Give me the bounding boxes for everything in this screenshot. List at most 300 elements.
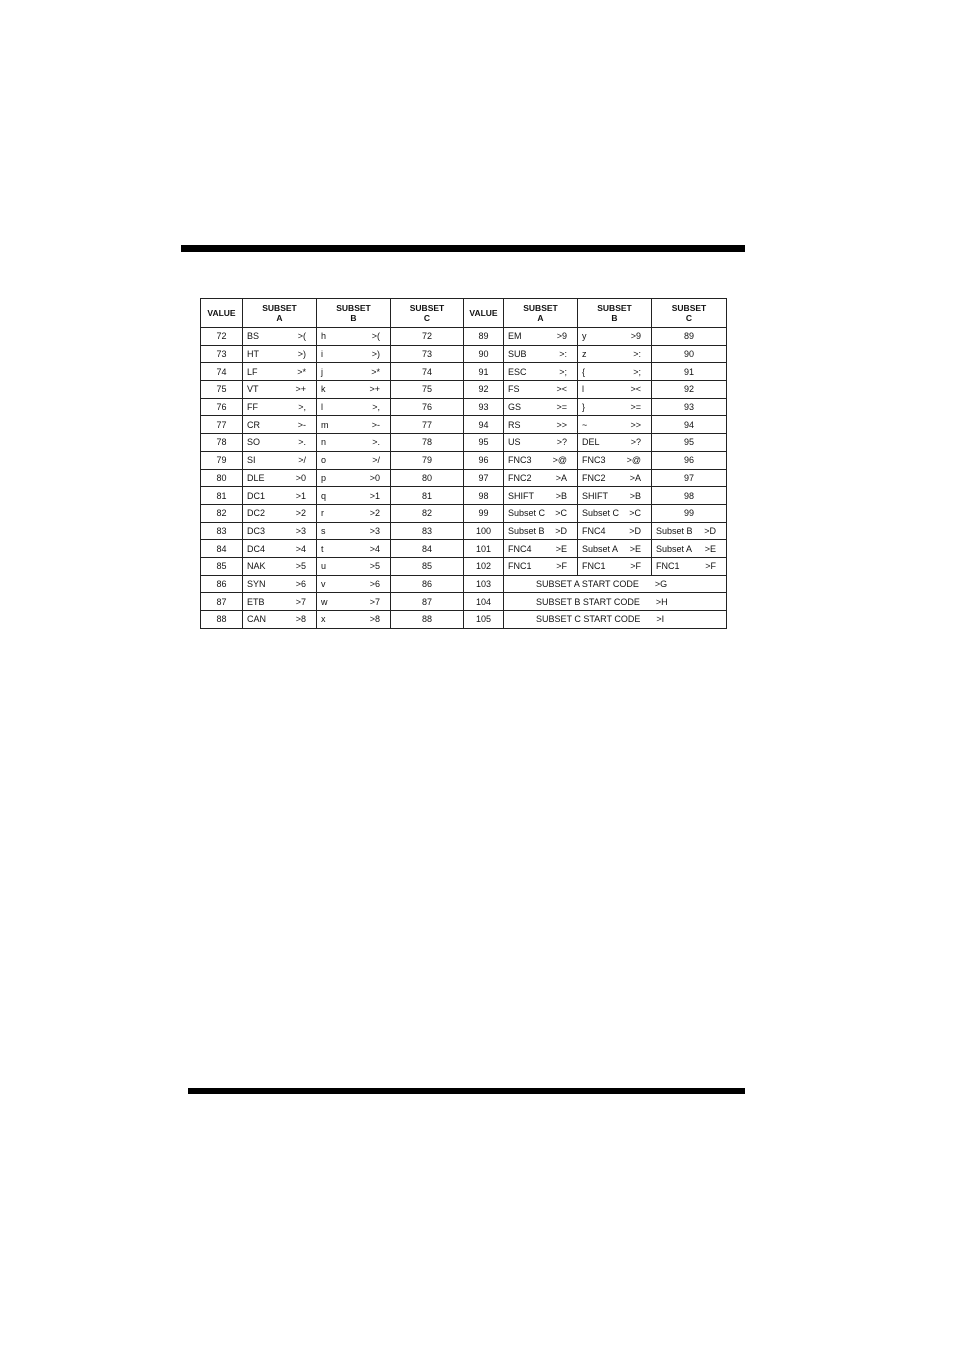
value-cell: 81	[201, 487, 243, 505]
subset-a-cell-code: >5	[295, 561, 306, 572]
subset-b-cell-content	[582, 437, 647, 447]
subset-b-cell-content	[321, 384, 386, 394]
subset-a-cell-char: FS	[508, 384, 520, 395]
subset-b-cell-code: >1	[369, 490, 380, 501]
subset-b-cell-char: FNC1	[582, 561, 606, 572]
value-cell: 80	[201, 469, 243, 487]
subset-a-cell-code: >/	[298, 455, 306, 466]
value-cell: 84	[201, 540, 243, 558]
subset-a-cell	[504, 398, 578, 416]
subset-a-cell	[243, 363, 317, 381]
subset-b-cell-char: w	[321, 596, 328, 607]
subset-a-cell-code: >E	[555, 543, 567, 554]
subset-b-cell-char: p	[321, 472, 327, 483]
subset-a-cell	[504, 363, 578, 381]
subset-b-cell-char: y	[582, 331, 587, 342]
subset-b-cell-char: q	[321, 490, 327, 501]
subset-a-cell	[504, 557, 578, 575]
value-cell: 97	[464, 469, 504, 487]
header-subset-b-right: SUBSET B	[578, 299, 652, 328]
subset-a-cell-char: DC3	[247, 525, 266, 536]
subset-a-cell-code: >7	[295, 596, 306, 607]
subset-c-cell: 91	[652, 363, 727, 381]
subset-b-cell-char: u	[321, 561, 327, 572]
start-code-cell	[504, 611, 727, 629]
subset-b-cell-code: >:	[633, 349, 641, 360]
subset-a-cell-content	[508, 331, 573, 341]
subset-b-cell-code: >3	[369, 525, 380, 536]
subset-b-cell	[317, 398, 391, 416]
subset-b-cell	[317, 487, 391, 505]
subset-b-cell-code: >4	[369, 543, 380, 554]
subset-b-cell-content	[321, 437, 386, 447]
subset-a-cell-content	[247, 526, 312, 536]
subset-a-cell-content	[247, 349, 312, 359]
subset-c-cell: 99	[652, 504, 727, 522]
subset-b-cell-char: n	[321, 437, 327, 448]
subset-a-cell-code: >1	[295, 490, 306, 501]
start-code-cell	[504, 575, 727, 593]
value-cell: 104	[464, 593, 504, 611]
subset-c-cell: 94	[652, 416, 727, 434]
subset-c-cell: 73	[391, 345, 464, 363]
value-cell: 78	[201, 434, 243, 452]
subset-a-cell-content	[508, 349, 573, 359]
subset-b-cell	[317, 504, 391, 522]
value-cell: 85	[201, 557, 243, 575]
subset-b-cell	[317, 451, 391, 469]
subset-b-cell-content	[321, 614, 386, 624]
subset-b-cell	[317, 557, 391, 575]
subset-b-cell-code: >=	[630, 402, 641, 413]
subset-b-cell-char: FNC3	[582, 455, 606, 466]
subset-c-cell-code: >E	[704, 543, 716, 554]
subset-c-cell: 77	[391, 416, 464, 434]
subset-b-cell-content	[321, 402, 386, 412]
subset-a-cell-char: RS	[508, 419, 521, 430]
subset-b-cell	[317, 575, 391, 593]
subset-b-cell-content	[582, 402, 647, 412]
value-cell: 94	[464, 416, 504, 434]
subset-a-cell-code: >.	[298, 437, 306, 448]
subset-b-cell-char: }	[582, 402, 586, 413]
subset-a-cell	[243, 611, 317, 629]
subset-b-cell-code: >A	[629, 472, 641, 483]
subset-b-cell	[317, 328, 391, 346]
subset-c-cell: 96	[652, 451, 727, 469]
subset-c-cell: 82	[391, 504, 464, 522]
subset-b-cell	[578, 504, 652, 522]
subset-b-cell-content	[321, 579, 386, 589]
subset-a-cell-content	[247, 491, 312, 501]
subset-b-cell-code: >0	[369, 472, 380, 483]
subset-c-cell-char: Subset B	[656, 525, 693, 536]
subset-b-cell-char: Subset C	[582, 508, 620, 519]
subset-a-cell-content	[247, 508, 312, 518]
subset-a-cell-code: >C	[555, 508, 567, 519]
value-cell: 95	[464, 434, 504, 452]
subset-b-cell-content	[321, 367, 386, 377]
subset-a-cell-content	[508, 473, 573, 483]
header-value-right: VALUE	[464, 299, 504, 328]
subset-b-cell-content	[582, 420, 647, 430]
subset-b-cell-content	[321, 349, 386, 359]
subset-c-cell-char: Subset A	[656, 543, 693, 554]
value-cell: 103	[464, 575, 504, 593]
subset-b-cell	[578, 469, 652, 487]
subset-a-cell-content	[508, 402, 573, 412]
subset-a-cell-code: >(	[297, 331, 306, 342]
subset-b-cell-content	[321, 597, 386, 607]
subset-b-cell	[317, 593, 391, 611]
subset-a-cell	[243, 522, 317, 540]
start-code-label: SUBSET B START CODE	[536, 596, 640, 607]
header-subset-a-left: SUBSET A	[243, 299, 317, 328]
subset-b-cell	[317, 345, 391, 363]
subset-a-cell-code: ><	[556, 384, 567, 395]
subset-c-cell-code: >F	[705, 561, 716, 572]
subset-c-cell-content	[656, 544, 722, 554]
subset-b-cell-content	[582, 367, 647, 377]
subset-a-cell	[243, 416, 317, 434]
subset-a-cell-char: NAK	[247, 561, 266, 572]
subset-b-cell-code: >2	[369, 508, 380, 519]
subset-a-cell-char: SUB	[508, 349, 527, 360]
subset-a-cell-char: CAN	[247, 614, 267, 625]
table-row	[201, 328, 727, 346]
subset-b-cell-char: z	[582, 349, 587, 360]
subset-a-cell-code: >?	[556, 437, 567, 448]
subset-a-cell-char: CR	[247, 419, 260, 430]
subset-b-cell-content	[582, 491, 647, 501]
subset-c-cell: 87	[391, 593, 464, 611]
subset-b-cell-code: ><	[630, 384, 641, 395]
subset-a-cell	[504, 522, 578, 540]
subset-b-cell-char: r	[321, 508, 324, 519]
subset-c-cell-char: FNC1	[656, 561, 680, 572]
subset-b-cell-code: >-	[371, 419, 380, 430]
subset-a-cell-content	[508, 367, 573, 377]
subset-c-cell: 97	[652, 469, 727, 487]
subset-a-cell-code: >B	[555, 490, 567, 501]
subset-a-cell-content	[247, 331, 312, 341]
subset-b-cell-content	[582, 508, 647, 518]
subset-c-cell: 95	[652, 434, 727, 452]
subset-a-cell-content	[247, 614, 312, 624]
subset-c-cell	[652, 540, 727, 558]
subset-c-cell: 89	[652, 328, 727, 346]
subset-b-cell-content	[582, 544, 647, 554]
subset-a-cell-char: FNC1	[508, 561, 532, 572]
subset-a-cell-content	[247, 367, 312, 377]
value-cell: 74	[201, 363, 243, 381]
subset-a-cell	[504, 469, 578, 487]
subset-a-cell-code: >3	[295, 525, 306, 536]
subset-a-cell-char: DC4	[247, 543, 266, 554]
subset-a-cell-content	[508, 544, 573, 554]
value-cell: 101	[464, 540, 504, 558]
subset-a-cell	[504, 540, 578, 558]
code128-character-table	[200, 298, 727, 629]
table-row	[201, 398, 727, 416]
subset-a-cell-char: Subset B	[508, 525, 545, 536]
subset-b-cell-char: j	[321, 366, 323, 377]
subset-b-cell-char: o	[321, 455, 327, 466]
subset-b-cell-code: >)	[371, 349, 380, 360]
subset-a-cell-char: ETB	[247, 596, 265, 607]
subset-c-cell: 78	[391, 434, 464, 452]
subset-b-cell-char: s	[321, 525, 326, 536]
subset-c-cell: 84	[391, 540, 464, 558]
start-code-value: >G	[654, 578, 668, 589]
subset-a-cell-content	[247, 384, 312, 394]
subset-a-cell-content	[508, 420, 573, 430]
table-row	[201, 611, 727, 629]
subset-a-cell-content	[247, 437, 312, 447]
subset-a-cell-code: >)	[297, 349, 306, 360]
subset-a-cell	[243, 451, 317, 469]
subset-b-cell-code: >*	[371, 366, 380, 377]
header-subset-a-right: SUBSET A	[504, 299, 578, 328]
value-cell: 73	[201, 345, 243, 363]
start-code-cell	[504, 593, 727, 611]
subset-b-cell-char: FNC2	[582, 472, 606, 483]
subset-c-cell: 85	[391, 557, 464, 575]
subset-a-cell-code: >@	[552, 455, 567, 466]
subset-a-cell-code: >4	[295, 543, 306, 554]
subset-c-cell	[652, 522, 727, 540]
subset-b-cell-code: >9	[630, 331, 641, 342]
subset-b-cell-code: >7	[369, 596, 380, 607]
subset-b-cell-char: Subset A	[582, 543, 619, 554]
value-cell: 76	[201, 398, 243, 416]
subset-a-cell	[243, 504, 317, 522]
subset-c-cell: 74	[391, 363, 464, 381]
value-cell: 102	[464, 557, 504, 575]
subset-a-cell	[504, 381, 578, 399]
subset-b-cell-char: l	[582, 384, 584, 395]
subset-a-cell-content	[508, 508, 573, 518]
start-code-label: SUBSET A START CODE	[536, 578, 639, 589]
subset-b-cell-code: >@	[626, 455, 641, 466]
subset-a-cell-char: EM	[508, 331, 522, 342]
subset-c-cell: 98	[652, 487, 727, 505]
value-cell: 82	[201, 504, 243, 522]
subset-b-cell	[578, 363, 652, 381]
subset-a-cell-content	[508, 491, 573, 501]
subset-c-cell: 75	[391, 381, 464, 399]
value-cell: 96	[464, 451, 504, 469]
bottom-rule	[188, 1088, 745, 1094]
subset-a-cell	[504, 451, 578, 469]
table-row	[201, 469, 727, 487]
subset-b-cell-char: x	[321, 614, 326, 625]
subset-c-cell: 93	[652, 398, 727, 416]
subset-a-cell-char: SI	[247, 455, 256, 466]
subset-b-cell	[578, 487, 652, 505]
subset-a-cell-char: SYN	[247, 578, 266, 589]
subset-b-cell-code: >+	[369, 384, 380, 395]
subset-a-cell	[504, 416, 578, 434]
subset-b-cell-content	[321, 331, 386, 341]
subset-a-cell	[243, 469, 317, 487]
subset-b-cell	[317, 522, 391, 540]
subset-a-cell-code: >F	[556, 561, 567, 572]
table-row	[201, 540, 727, 558]
subset-b-cell	[578, 416, 652, 434]
subset-b-cell-char: l	[321, 402, 323, 413]
subset-a-cell	[504, 487, 578, 505]
subset-a-cell-content	[508, 561, 573, 571]
subset-b-cell	[578, 451, 652, 469]
subset-a-cell-char: VT	[247, 384, 259, 395]
subset-b-cell	[317, 611, 391, 629]
subset-a-cell-content	[247, 420, 312, 430]
subset-a-cell-code: >0	[295, 472, 306, 483]
subset-b-cell-code: >/	[372, 455, 380, 466]
subset-a-cell-code: >2	[295, 508, 306, 519]
subset-a-cell	[243, 434, 317, 452]
table-row	[201, 522, 727, 540]
subset-b-cell-char: i	[321, 349, 323, 360]
header-subset-c-left: SUBSET C	[391, 299, 464, 328]
subset-b-cell-code: >6	[369, 578, 380, 589]
subset-b-cell-code: >8	[369, 614, 380, 625]
subset-b-cell	[317, 363, 391, 381]
table-row	[201, 381, 727, 399]
subset-b-cell-content	[321, 508, 386, 518]
subset-a-cell-code: >>	[556, 419, 567, 430]
header-value-left: VALUE	[201, 299, 243, 328]
subset-a-cell-content	[247, 455, 312, 465]
subset-b-cell	[578, 540, 652, 558]
subset-a-cell-char: SO	[247, 437, 261, 448]
subset-a-cell-char: ESC	[508, 366, 527, 377]
subset-a-cell-char: LF	[247, 366, 258, 377]
start-code-value: >I	[656, 614, 665, 625]
subset-b-cell	[578, 345, 652, 363]
value-cell: 79	[201, 451, 243, 469]
subset-b-cell-content	[582, 526, 647, 536]
subset-a-cell-content	[247, 402, 312, 412]
subset-a-cell-char: GS	[508, 402, 522, 413]
table-row	[201, 504, 727, 522]
value-cell: 93	[464, 398, 504, 416]
subset-b-cell	[578, 398, 652, 416]
subset-a-cell-char: FNC3	[508, 455, 532, 466]
subset-a-cell-char: DC1	[247, 490, 266, 501]
value-cell: 75	[201, 381, 243, 399]
subset-b-cell-code: >.	[372, 437, 380, 448]
subset-c-cell-content	[656, 526, 722, 536]
subset-a-cell-code: >D	[555, 525, 567, 536]
subset-b-cell-content	[321, 491, 386, 501]
subset-a-cell-content	[247, 544, 312, 554]
header-row	[201, 299, 727, 328]
subset-b-cell-content	[582, 561, 647, 571]
subset-b-cell-code: >5	[369, 561, 380, 572]
subset-c-cell-content	[656, 561, 722, 571]
subset-a-cell	[243, 487, 317, 505]
subset-c-cell-code: >D	[704, 525, 716, 536]
subset-a-cell-content	[508, 526, 573, 536]
value-cell: 105	[464, 611, 504, 629]
subset-a-cell-char: SHIFT	[508, 490, 534, 501]
subset-c-cell: 80	[391, 469, 464, 487]
table-row	[201, 575, 727, 593]
subset-a-cell	[243, 381, 317, 399]
subset-b-cell	[317, 540, 391, 558]
subset-a-cell-code: >*	[297, 366, 306, 377]
value-cell: 72	[201, 328, 243, 346]
table-row	[201, 557, 727, 575]
value-cell: 92	[464, 381, 504, 399]
header-subset-b-left: SUBSET B	[317, 299, 391, 328]
subset-b-cell-code: >E	[629, 543, 641, 554]
subset-b-cell	[578, 381, 652, 399]
start-code-value: >H	[655, 596, 668, 607]
subset-b-cell-code: >?	[630, 437, 641, 448]
subset-a-cell	[504, 434, 578, 452]
subset-c-cell: 76	[391, 398, 464, 416]
subset-b-cell	[578, 434, 652, 452]
subset-b-cell-char: FNC4	[582, 525, 606, 536]
subset-b-cell-code: >B	[629, 490, 641, 501]
subset-a-cell-content	[508, 437, 573, 447]
subset-a-cell-char: HT	[247, 349, 259, 360]
subset-a-cell-char: DLE	[247, 472, 265, 483]
subset-c-cell: 79	[391, 451, 464, 469]
subset-b-cell-char: t	[321, 543, 324, 554]
subset-a-cell	[504, 328, 578, 346]
subset-a-cell-content	[247, 473, 312, 483]
subset-a-cell-code: >-	[297, 419, 306, 430]
subset-a-cell-code: >,	[298, 402, 306, 413]
table-row	[201, 345, 727, 363]
subset-b-cell-code: >C	[629, 508, 641, 519]
subset-a-cell-code: >A	[555, 472, 567, 483]
value-cell: 91	[464, 363, 504, 381]
subset-c-cell: 72	[391, 328, 464, 346]
subset-a-cell-char: FF	[247, 402, 258, 413]
subset-b-cell	[317, 416, 391, 434]
value-cell: 90	[464, 345, 504, 363]
subset-c-cell: 86	[391, 575, 464, 593]
subset-a-cell-char: DC2	[247, 508, 266, 519]
subset-a-cell	[504, 504, 578, 522]
subset-b-cell-content	[321, 544, 386, 554]
subset-a-cell	[243, 328, 317, 346]
subset-b-cell-content	[321, 561, 386, 571]
value-cell: 99	[464, 504, 504, 522]
value-cell: 86	[201, 575, 243, 593]
subset-a-cell-content	[247, 579, 312, 589]
value-cell: 98	[464, 487, 504, 505]
value-cell: 83	[201, 522, 243, 540]
subset-a-cell-code: >;	[559, 366, 567, 377]
subset-b-cell-char: SHIFT	[582, 490, 608, 501]
subset-b-cell	[317, 469, 391, 487]
table-row	[201, 416, 727, 434]
subset-a-cell-code: >8	[295, 614, 306, 625]
value-cell: 77	[201, 416, 243, 434]
subset-b-cell-code: >D	[629, 525, 641, 536]
subset-a-cell	[243, 540, 317, 558]
subset-a-cell	[504, 345, 578, 363]
subset-b-cell-content	[321, 473, 386, 483]
subset-b-cell-char: ~	[582, 419, 588, 430]
subset-a-cell-content	[247, 597, 312, 607]
